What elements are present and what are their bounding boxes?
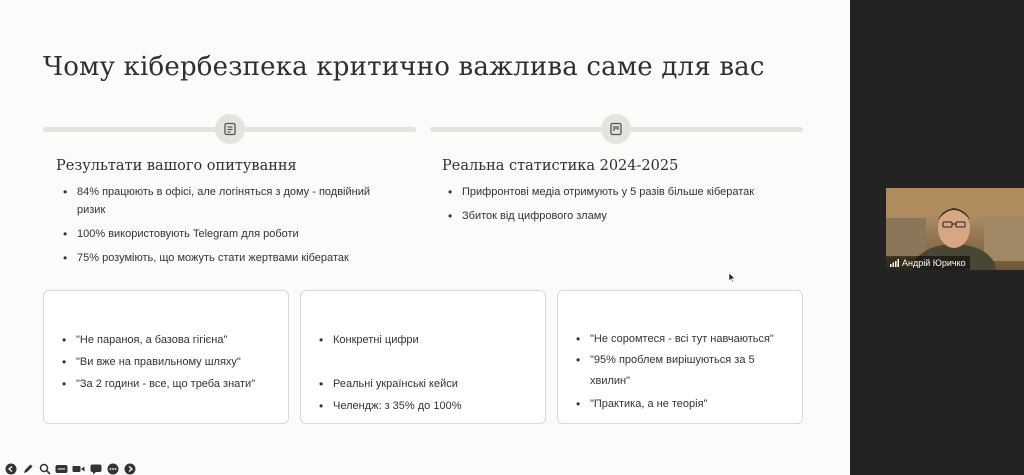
list-item: • "Ви вже на правильному шляху" [60,351,280,373]
signal-icon [890,259,899,267]
list-item: • 75% розуміють, що можуть стати жертвами кібератак [61,249,391,267]
card-practice [557,290,803,424]
list-item: • Челендж: з 35% до 100% [317,395,537,417]
list-item: • "Практика, а не теорія" [574,394,794,415]
participant-name-label [886,256,970,270]
list-item: • Реальні українські кейси [317,373,537,395]
list-item: • Конкретні цифри [317,329,537,351]
left-section-title: Результати вашого опитування [56,158,297,174]
list-item: • Прифронтові медіа отримують у 5 разів більше кібератак [446,183,806,201]
zoom-icon[interactable] [38,462,51,475]
slide-title: Чому кібербезпека критично важлива саме для вас [43,52,765,82]
right-section-title: Реальна статистика 2024-2025 [442,158,679,174]
card-facts [300,290,546,424]
participant-name: Андрій Юричко [902,258,966,268]
list-item: • "За 2 години - все, що треба знати" [60,373,280,395]
prev-icon[interactable] [4,462,17,475]
webcam-tile[interactable] [886,188,1024,270]
presentation-toolbar [4,462,136,475]
mouse-cursor-icon [728,270,736,288]
list-item: • 100% використовують Telegram для роботи [61,225,391,243]
more-icon[interactable] [106,462,119,475]
pen-icon[interactable] [21,462,34,475]
card-reassurance [43,290,289,424]
list-item: • "Не соромтеся - всі тут навчаються" [574,329,794,350]
card-list [60,329,280,395]
list-item: • "Не параноя, а базова гігієна" [60,329,280,351]
chat-icon[interactable] [89,462,102,475]
video-icon[interactable] [72,462,85,475]
chart-icon [601,114,631,144]
document-icon [215,114,245,144]
list-item: • 84% працюють в офісі, але логіняться з дому - подвійний ризик [61,183,391,219]
captions-icon[interactable] [55,462,68,475]
list-item: • Збиток від цифрового зламу [446,207,806,225]
card-list [574,329,794,415]
next-icon[interactable] [123,462,136,475]
list-item: • "95% проблем вирішуються за 5 хвилин" [574,350,794,392]
card-list [317,329,537,417]
statistics-list [446,183,806,231]
survey-results-list [61,183,391,273]
